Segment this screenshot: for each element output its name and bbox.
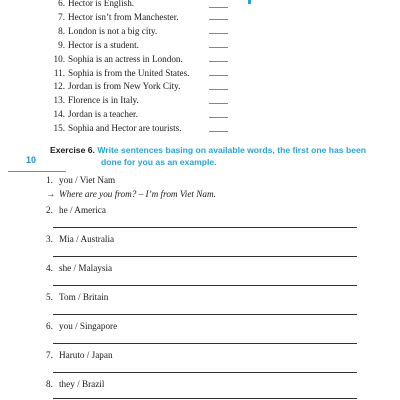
arrow-icon: → [46,189,56,199]
list-item: 6. Hector is English. [58,0,135,8]
answer-blank[interactable] [209,131,228,132]
exercise-heading [50,144,370,167]
answer-line[interactable] [53,372,357,373]
exercise-item: 5. Tom / Britain [46,292,109,302]
list-item: 8. London is not a big city. [58,25,158,36]
exercise-label: Exercise 6. [50,145,95,155]
list-item: 14. Jordan is a teacher. [53,109,138,120]
answer-blank[interactable] [209,103,228,104]
list-item: 11. Sophia is from the United States. [53,67,190,78]
exercise-item: 6. you / Singapore [46,321,118,331]
list-item: 10. Sophia is an actress in London. [53,53,183,64]
answer-line[interactable] [53,285,357,286]
page-number-rule [8,171,66,172]
exercise-item: 7. Haruto / Japan [46,350,113,360]
answer-blank[interactable] [209,61,228,62]
list-item: 13. Florence is in Italy. [53,95,139,106]
answer-blank[interactable] [209,117,228,118]
answer-blank[interactable] [209,75,228,76]
exercise-item: 2. he / America [46,205,106,215]
answer-blank[interactable] [209,7,228,8]
list-item: 7. Hector isn’t from Manchester. [58,11,179,22]
answer-blank[interactable] [209,89,228,90]
answer-line[interactable] [53,314,357,315]
answer-blank[interactable] [209,47,228,48]
answer-blank[interactable] [209,33,228,34]
top-accent-mark [248,0,251,4]
exercise-item: 1. you / Viet Nam [46,175,116,185]
list-item: 9. Hector is a student. [58,39,139,50]
exercise-item: 8. they / Brazil [46,379,105,389]
page-number: 10 [26,155,37,165]
list-item: 12. Jordan is from New York City. [53,81,181,92]
answer-line[interactable] [53,343,357,344]
answer-blank[interactable] [209,19,228,20]
exercise-item: 4. she / Malaysia [46,263,113,273]
list-item: 15. Sophia and Hector are tourists. [53,123,182,134]
exercise-item: 3. Mia / Australia [46,234,115,244]
exercise-instruction-continued: done for you as an example. [101,157,217,167]
answer-line[interactable] [53,398,357,399]
exercise-instruction: Write sentences basing on available words, the first one has been [97,145,367,155]
example-answer: → Where are you from? – I’m from Viet Nam. [46,189,216,199]
answer-line[interactable] [53,227,357,228]
answer-line[interactable] [53,256,357,257]
